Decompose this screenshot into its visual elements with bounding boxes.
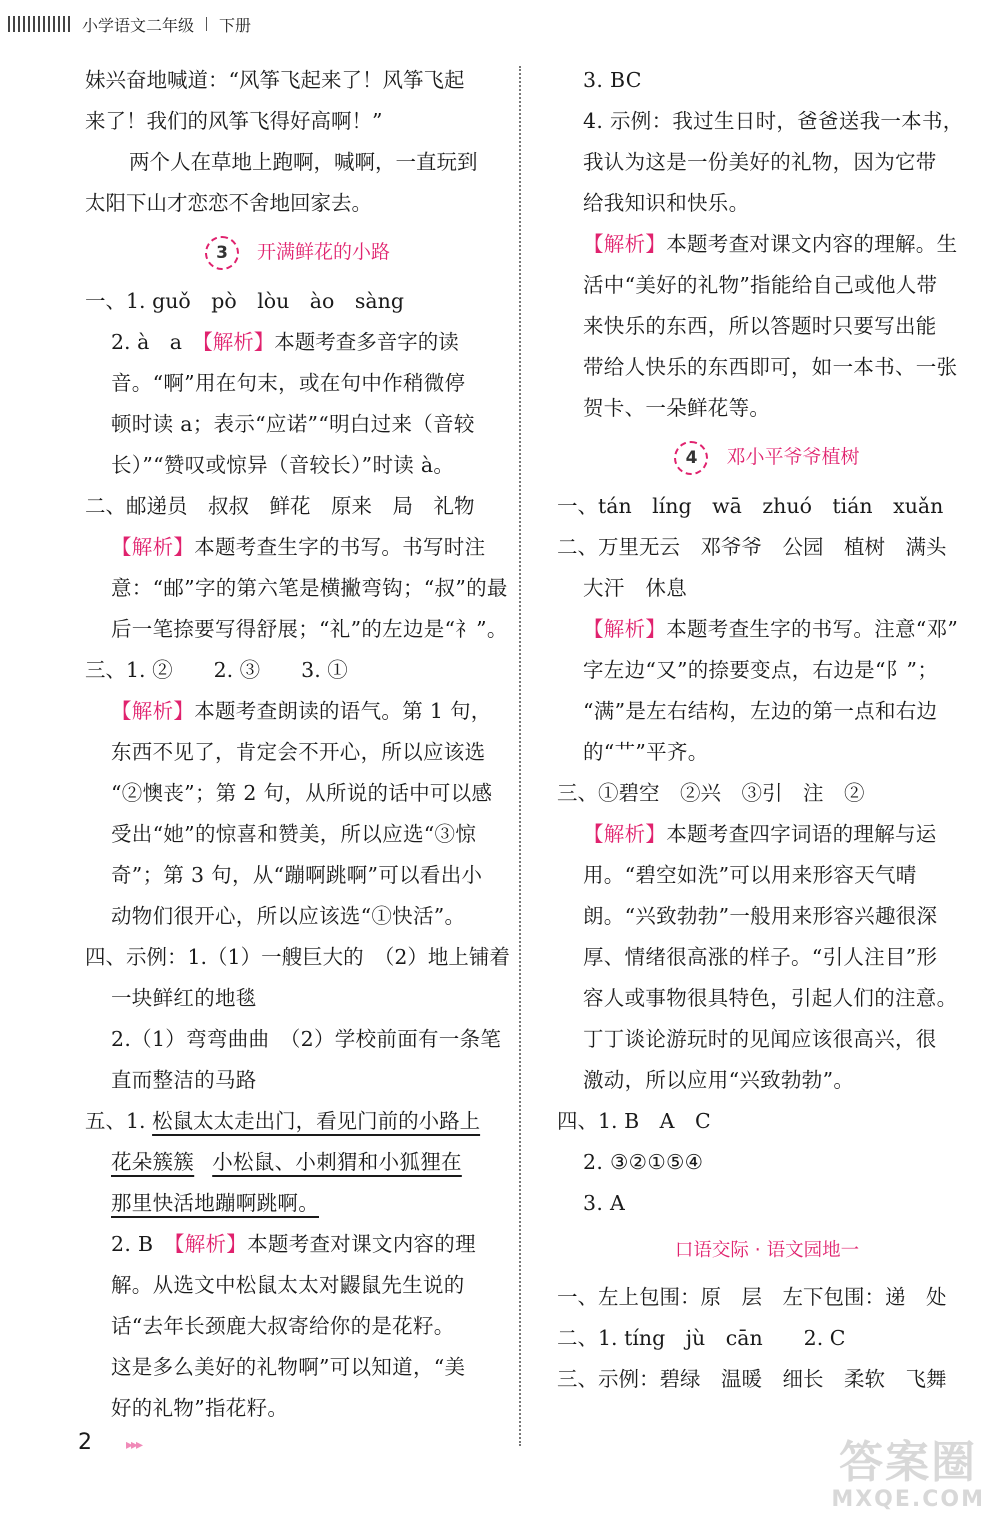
analysis-line: 解。从选文中松鼠太太对鼹鼠先生说的 xyxy=(111,1273,465,1297)
analysis-line: “满”是左右结构，左边的第一点和右边 xyxy=(583,699,938,723)
analysis-line: 激动，所以应用“兴致勃勃”。 xyxy=(583,1068,855,1092)
analysis-line xyxy=(557,224,977,265)
header-separator xyxy=(206,17,207,31)
analysis-line: 长）”“赞叹或惊异（音较长）”时读 à。 xyxy=(111,453,455,477)
analysis-line: 东西不见了，肯定会不开心，所以应该选 xyxy=(111,740,486,764)
left-column xyxy=(85,60,510,1429)
analysis-line: 字左边“又”的捺要变点，右边是“阝”； xyxy=(583,658,939,682)
analysis-text: 本题考查对课文内容的理 xyxy=(247,1232,476,1256)
watermark-url: MXQE.COM xyxy=(831,1486,985,1512)
analysis-line: 贺卡、一朵鲜花等。 xyxy=(583,396,771,420)
lesson-3-heading xyxy=(85,232,510,273)
analysis-line: 来快乐的东西，所以答题时只要写出能 xyxy=(583,314,937,338)
analysis-text: 本题考查多音字的读 xyxy=(274,330,459,354)
answer-line: 给我知识和快乐。 xyxy=(583,191,750,215)
question-1-2 xyxy=(85,322,510,363)
question-4-1: 四、示例：1.（1）一艘巨大的 （2）地上铺着 xyxy=(85,945,510,969)
section-heading: 口语交际 · 语文园地一 xyxy=(674,1240,860,1261)
garden-question-1: 一、左上包围：原 层 左下包围：递 处 xyxy=(557,1285,947,1309)
answer-line: 直而整洁的马路 xyxy=(111,1068,257,1092)
lesson-number: 4 xyxy=(674,441,708,475)
analysis-tag: 【解析】 xyxy=(583,822,667,846)
analysis-line: 音。“啊”用在句末，或在句中作稍微停 xyxy=(111,371,466,395)
question-1-1: 一、1. guǒ pò lòu ào sàng xyxy=(85,289,404,313)
right-column xyxy=(557,60,977,1400)
underlined-sentence: 花朵簇簇 xyxy=(111,1150,195,1174)
analysis-text: 本题考查生字的书写。书写时注 xyxy=(194,535,486,559)
answer: 2. à a xyxy=(111,330,183,354)
question-3: 三、①碧空 ②兴 ③引 注 ② xyxy=(557,781,865,805)
header-volume: 下册 xyxy=(219,15,252,35)
analysis-line: 这是多么美好的礼物啊”可以知道，“美 xyxy=(111,1355,466,1379)
answer-line: 一块鲜红的地毯 xyxy=(111,986,257,1010)
analysis-tag: 【解析】 xyxy=(111,535,195,559)
analysis-tag: 【解析】 xyxy=(111,699,195,723)
question-4-1: 四、1. B A C xyxy=(557,1109,711,1133)
question-number: 五、1. xyxy=(85,1109,146,1133)
analysis-text: 本题考查对课文内容的理解。生 xyxy=(666,232,958,256)
analysis-line: 的“艹”平齐。 xyxy=(583,740,709,764)
analysis-tag: 【解析】 xyxy=(583,232,667,256)
question-5-1 xyxy=(85,1101,510,1142)
analysis-line: 顿时读 a；表示“应诺”“明白过来（音较 xyxy=(111,412,475,436)
intro-line: 来了！我们的风筝飞得好高啊！” xyxy=(85,109,383,133)
lesson-number: 3 xyxy=(205,236,239,270)
header-title: 小学语文二年级 xyxy=(82,15,195,35)
analysis-line: 意：“邮”字的第六笔是横撇弯钩；“叔”的最 xyxy=(111,576,508,600)
question-5-2 xyxy=(85,1224,510,1265)
watermark-logo-text: 答案圈 xyxy=(839,1437,978,1489)
analysis-line: 活中“美好的礼物”指能给自己或他人带 xyxy=(583,273,938,297)
question-4-3: 3. A xyxy=(583,1191,626,1215)
arrow-icon: ▸▸▸ xyxy=(126,1437,142,1453)
underlined-sentence: 小松鼠、小刺猬和小狐狸在 xyxy=(212,1150,462,1174)
question-2: 二、万里无云 邓爷爷 公园 植树 满头 xyxy=(557,535,947,559)
analysis-text: 本题考查生字的书写。注意“邓” xyxy=(666,617,959,641)
garden-question-2: 二、1. tíng jù cān 2. C xyxy=(557,1326,846,1350)
analysis-line xyxy=(85,527,510,568)
underlined-sentence: 松鼠太太走出门，看见门前的小路上 xyxy=(152,1109,481,1133)
intro-line: 太阳下山才恋恋不舍地回家去。 xyxy=(85,191,372,215)
question-2: 二、邮递员 叔叔 鲜花 原来 局 礼物 xyxy=(85,494,475,518)
watermark xyxy=(831,1439,985,1512)
analysis-line: 丁丁谈论游玩时的见闻应该很高兴，很 xyxy=(583,1027,937,1051)
page-header xyxy=(8,12,251,36)
garden-question-3: 三、示例：碧绿 温暖 细长 柔软 飞舞 xyxy=(557,1367,947,1391)
question-1: 一、tán líng wā zhuó tián xuǎn xyxy=(557,494,944,518)
column-divider xyxy=(519,66,521,1446)
lesson-title: 开满鲜花的小路 xyxy=(256,241,390,263)
analysis-line: 朗。“兴致勃勃”一般用来形容兴趣很深 xyxy=(583,904,938,928)
analysis-line: “②懊丧”；第 2 句，从所说的话中可以感 xyxy=(111,781,493,805)
analysis-line: 话“去年长颈鹿大叔寄给你的是花籽。 xyxy=(111,1314,455,1338)
answer-line: 4. 示例：我过生日时，爸爸送我一本书， xyxy=(583,109,964,133)
analysis-tag: 【解析】 xyxy=(583,617,667,641)
analysis-tag: 【解析】 xyxy=(174,1232,248,1256)
lesson-4-heading xyxy=(557,437,977,478)
analysis-line: 好的礼物”指花籽。 xyxy=(111,1396,289,1420)
analysis-line: 后一笔捺要写得舒展；“礼”的左边是“礻”。 xyxy=(111,617,508,641)
analysis-line: 容人或事物很具特色，引起人们的注意。 xyxy=(583,986,958,1010)
question-3: 三、1. ② 2. ③ 3. ① xyxy=(85,658,348,682)
answer-line: 我认为这是一份美好的礼物，因为它带 xyxy=(583,150,937,174)
analysis-line xyxy=(85,691,510,732)
question-4-2: 2. ③②①⑤④ xyxy=(583,1150,704,1174)
answer-line xyxy=(85,1183,510,1224)
analysis-line: 受出“她”的惊喜和赞美，所以应选“③惊 xyxy=(111,822,477,846)
answer-line: 大汗 休息 xyxy=(583,576,687,600)
barcode-decoration xyxy=(8,16,70,32)
question-4-2: 2.（1）弯弯曲曲 （2）学校前面有一条笔 xyxy=(111,1027,502,1051)
analysis-line: 带给人快乐的东西即可，如一本书、一张 xyxy=(583,355,958,379)
intro-line: 妹兴奋地喊道：“风筝飞起来了！风筝飞起 xyxy=(85,68,465,92)
analysis-tag: 【解析】 xyxy=(202,330,275,354)
analysis-line: 厚、情绪很高涨的样子。“引人注目”形 xyxy=(583,945,938,969)
analysis-line: 动物们很开心，所以应该选“①快活”。 xyxy=(111,904,466,928)
intro-line: 两个人在草地上跑啊，喊啊，一直玩到 xyxy=(129,150,478,174)
analysis-line xyxy=(557,814,977,855)
analysis-text: 本题考查四字词语的理解与运 xyxy=(666,822,937,846)
analysis-line xyxy=(557,609,977,650)
answer: 2. B xyxy=(111,1232,154,1256)
page-number: 2 xyxy=(78,1430,92,1455)
lesson-title: 邓小平爷爷植树 xyxy=(726,446,860,468)
answer-line xyxy=(85,1142,510,1183)
underlined-sentence: 那里快活地蹦啊跳啊。 xyxy=(111,1191,319,1215)
answer-line: 3. BC xyxy=(583,68,642,92)
analysis-line: 用。“碧空如洗”可以用来形容天气晴 xyxy=(583,863,917,887)
analysis-line: 奇”；第 3 句，从“蹦啊跳啊”可以看出小 xyxy=(111,863,483,887)
analysis-text: 本题考查朗读的语气。第 1 句， xyxy=(194,699,492,723)
